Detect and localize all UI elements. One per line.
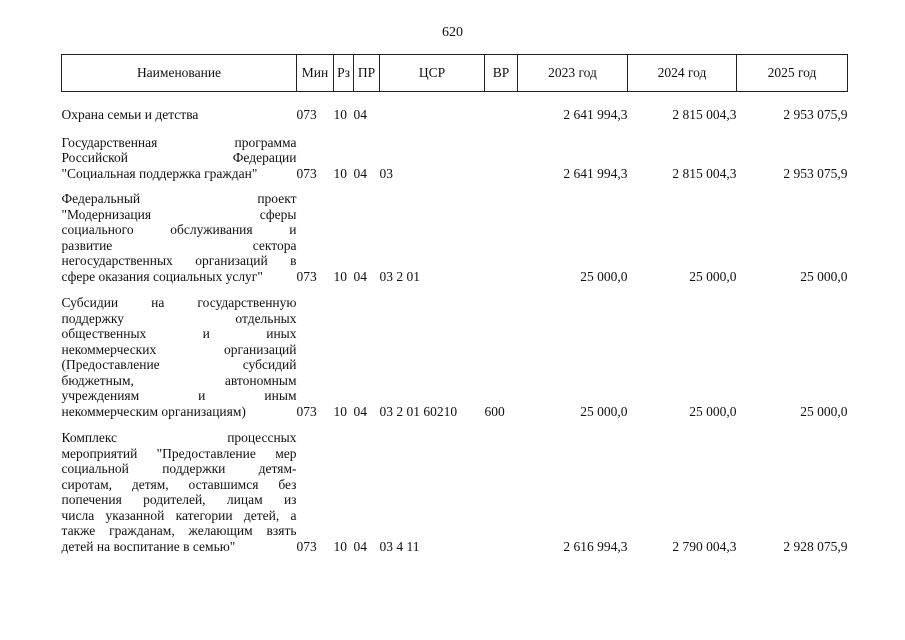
row-name-line: Российской Федерации [61, 150, 297, 165]
row-csr: 03 4 11 [379, 538, 420, 554]
row-rz: 10 [333, 107, 347, 122]
row-min: 073 [296, 165, 317, 181]
row-name-line: (Предоставление субсидий [61, 357, 297, 372]
row-vr: 600 [484, 403, 505, 419]
row-vr [485, 419, 518, 554]
header-min: Мин [297, 55, 334, 92]
row-name-line: Субсидии на государственную [61, 295, 297, 310]
header-csr: ЦСР [380, 55, 485, 92]
budget-table [61, 54, 848, 554]
table-row [62, 181, 848, 284]
row-min: 073 [296, 268, 317, 284]
row-name [62, 181, 297, 284]
header-rz: Рз [334, 55, 354, 92]
row-rz: 10 [333, 403, 347, 419]
table-row [62, 92, 848, 123]
row-2025: 25 000,0 [800, 403, 848, 419]
row-2024: 2 815 004,3 [672, 107, 737, 122]
row-name-line: "Модернизация сферы [61, 206, 297, 222]
row-name-line: "Социальная поддержка граждан" [61, 165, 258, 181]
row-name-line: Государственная программа [61, 134, 297, 150]
row-2024: 25 000,0 [689, 268, 737, 284]
row-2025: 2 953 075,9 [783, 107, 848, 122]
row-csr [380, 92, 485, 123]
header-2024: 2024 год [628, 55, 737, 92]
row-name-line: попечения родителей, лицам из [61, 492, 297, 507]
row-name-line: поддержку отдельных [61, 310, 297, 326]
header-2023: 2023 год [518, 55, 628, 92]
row-csr: 03 2 01 [379, 268, 420, 284]
row-2024: 25 000,0 [689, 403, 737, 419]
row-name-line: некоммерческим организациям) [61, 403, 246, 419]
row-min: 073 [296, 403, 317, 419]
row-name-line: Комплекс процессных [61, 430, 297, 445]
page-number: 620 [442, 25, 463, 40]
row-2023: 2 641 994,3 [563, 165, 628, 181]
row-name-line: социальной поддержки детям- [61, 461, 297, 476]
row-rz: 10 [333, 538, 347, 554]
header-name: Наименование [62, 55, 297, 92]
row-name-line: развитие сектора [61, 237, 297, 253]
row-name-line: сиротам, детям, оставшимся без [61, 476, 297, 492]
row-name [62, 419, 297, 554]
row-name-line: мероприятий "Предоставление мер [61, 445, 297, 461]
row-name [62, 92, 297, 123]
row-name [62, 284, 297, 419]
row-name-line: учреждениям и иным [61, 388, 297, 403]
row-name-line: детей на воспитание в семью" [61, 538, 236, 554]
row-2023: 25 000,0 [580, 268, 628, 284]
row-2024: 2 790 004,3 [672, 538, 737, 554]
row-vr [485, 92, 518, 123]
row-name-line: социального обслуживания и [61, 222, 297, 237]
row-name-line: Федеральный проект [61, 191, 297, 206]
table-row [62, 284, 848, 419]
row-name-line: некоммерческих организаций [61, 341, 297, 357]
row-rz: 10 [333, 268, 347, 284]
header-2025: 2025 год [737, 55, 848, 92]
row-csr: 03 2 01 60210 [379, 403, 458, 419]
row-name-line: негосударственных организаций в [61, 253, 297, 268]
row-name-line: бюджетным, автономным [61, 372, 297, 388]
row-name-line: Охрана семьи и детства [61, 107, 199, 122]
row-pr: 04 [353, 165, 367, 181]
table-row [62, 419, 848, 554]
row-2023: 25 000,0 [580, 403, 628, 419]
header-pr: ПР [354, 55, 380, 92]
table-body [62, 92, 848, 555]
row-pr: 04 [353, 268, 367, 284]
row-csr: 03 [379, 165, 393, 181]
row-pr: 04 [353, 107, 367, 122]
row-name [62, 123, 297, 182]
table-row [62, 123, 848, 182]
row-min: 073 [296, 538, 317, 554]
row-vr [485, 123, 518, 182]
row-2024: 2 815 004,3 [672, 165, 737, 181]
header-vr: ВР [485, 55, 518, 92]
row-2023: 2 616 994,3 [563, 538, 628, 554]
row-2025: 2 953 075,9 [783, 165, 848, 181]
row-2025: 2 928 075,9 [783, 538, 848, 554]
row-name-line: числа указанной категории детей, а [61, 507, 297, 523]
row-name-line: также гражданам, желающим взять [61, 523, 297, 538]
row-pr: 04 [353, 403, 367, 419]
row-min: 073 [296, 107, 317, 122]
row-rz: 10 [333, 165, 347, 181]
row-2023: 2 641 994,3 [563, 107, 628, 122]
row-vr [485, 181, 518, 284]
row-2025: 25 000,0 [800, 268, 848, 284]
row-name-line: общественных и иных [61, 326, 297, 341]
row-pr: 04 [353, 538, 367, 554]
table-header-row [62, 55, 848, 92]
row-name-line: сфере оказания социальных услуг" [61, 268, 263, 284]
